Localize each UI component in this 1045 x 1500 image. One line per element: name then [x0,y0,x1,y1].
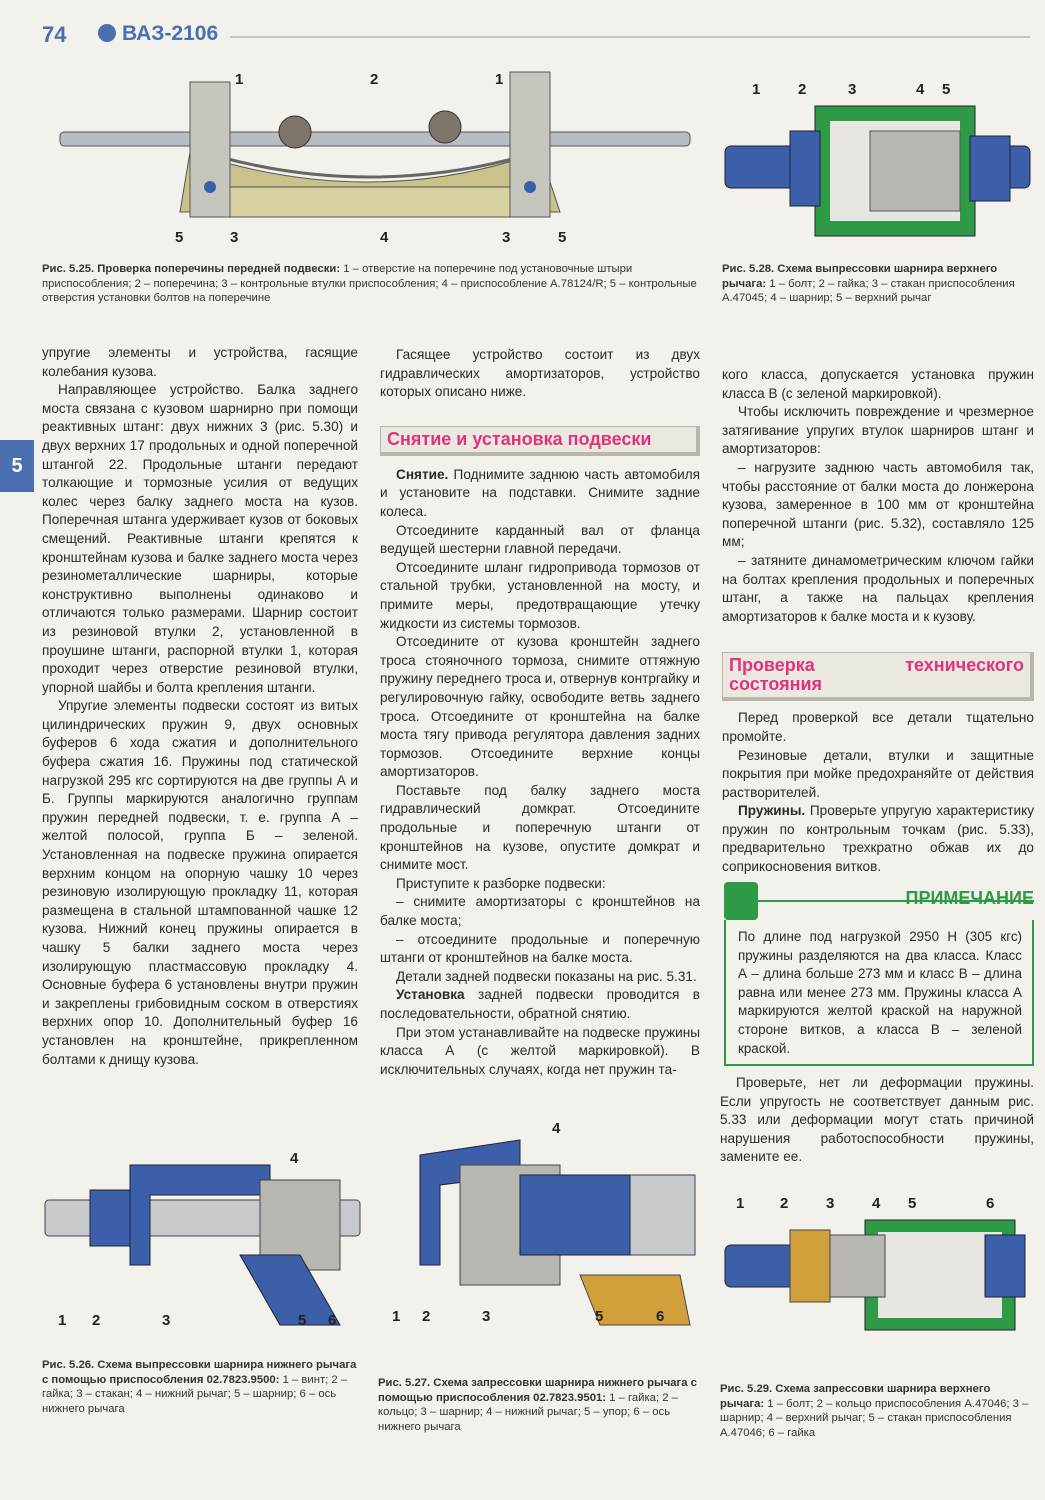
text-column-2 [380,346,700,1079]
note-block [720,882,1034,1066]
f525-label: 2 [370,71,379,88]
f525-label: 5 [558,229,567,246]
f527-label: 2 [422,1308,431,1325]
f526-label: 4 [290,1150,299,1167]
caption-text: 1 – болт; 2 – кольцо приспособления А.47046; 3 – шарнир; 4 – верхний рычаг; 5 – стакан приспособления А.47046; 6 – гайка [720,1397,1029,1439]
f529-label: 4 [872,1195,881,1212]
bullet-icon [98,24,116,42]
caption-5-28 [722,262,1034,306]
section-heading: Снятие и установка подвески [380,426,700,456]
paragraph: – отсоедините продольные и поперечную штанги от кронштейнов на балке моста. [380,931,700,966]
header-rule [230,36,1030,38]
f528-label: 5 [942,81,951,98]
text-column-1 [42,344,358,1069]
f526-label: 6 [328,1312,337,1329]
caption-text: 1 – болт; 2 – гайка; 3 – стакан приспособления А.47045; 4 – шарнир; 5 – верхний рычаг [722,277,1015,304]
note-header [720,882,1034,920]
paragraph: – затяните динамометрическим ключом гайки на болтах крепления продольных и поперечных штанг, а также на пальцах крепления амортизаторов к балке моста и к кузову. [722,552,1034,624]
figure-5-26 [40,1145,365,1335]
caption-5-27 [378,1376,700,1434]
caption-text: 1 – отверстие на поперечине под установочные штыри приспособления; 2 – поперечина; 3 – контрольные втулки приспособления; 4 – приспособление А.78124/R; 5 – контрольные отверстия установки болтов на поперечине [42,263,697,304]
text-column-3-bottom [720,1074,1034,1167]
caption-title: Рис. 5.29. Схема запрессовки шарнира верхнего рычага: [720,1383,991,1410]
f526-label: 1 [58,1312,67,1329]
paragraph: Поднимите заднюю часть автомобиля и установите на подставки. Снимите задние колеса. [380,466,700,519]
f526-label: 5 [298,1312,307,1329]
f529-label: 3 [826,1195,835,1212]
caption-title: Рис. 5.25. Проверка поперечины передней подвески: [42,263,341,275]
caption-5-26 [42,1358,360,1416]
note-title: ПРИМЕЧАНИЕ [905,888,1034,908]
paragraph: Поставьте под балку заднего моста гидравлический домкрат. Отсоедините продольные и поперечную штанги от кронштейнов на кузове, опустите домкрат и снимите мост. [380,782,700,873]
caption-5-25 [42,262,702,306]
paragraph: Приступите к разборке подвески: [396,875,606,891]
paragraph-lead: Снятие. [396,466,449,482]
paragraph: – нагрузите заднюю часть автомобиля так, чтобы расстояние от балки моста до лонжерона кузова, замеренное в 100 мм от кронштейна поперечной штанги (рис. 5.32), составляло 125 мм; [722,459,1034,550]
book-title [98,22,218,46]
paragraph: задней подвески проводится в последовательности, обратной снятию. [380,987,700,1021]
paragraph: При этом устанавливайте на подвеске пружины класса А (с желтой маркировкой). В исключительных случаях, когда нет пружин та- [380,1024,700,1077]
figure-5-29 [720,1190,1038,1370]
figure-5-27 [380,1115,700,1330]
section-heading: Проверка технического состояния [722,652,1034,701]
f526-label: 2 [92,1312,101,1329]
f525-label: 5 [175,229,184,246]
chapter-tab: 5 [0,440,34,492]
paragraph-lead: Установка [396,987,465,1003]
f527-label: 6 [656,1308,665,1325]
f527-label: 5 [595,1308,604,1325]
f528-label: 3 [848,81,857,98]
text-column-3 [722,366,1034,877]
f529-label: 2 [780,1195,789,1212]
f528-label: 2 [798,81,807,98]
f529-label: 1 [736,1195,745,1212]
caption-text: 1 – гайка; 2 – кольцо; 3 – шарнир; 4 – нижний рычаг; 5 – упор; 6 – ось нижнего рычага [378,1391,678,1433]
note-text: По длине под нагрузкой 2950 Н (305 кгс) пружины разделяются на два класса. Класс А – длина больше 273 мм и класс В – длина равна или менее 273 мм. Пружины класса А маркируются желтой краской на наружной стороне витков, а класса В – зеленой краской. [724,920,1034,1066]
caption-text: 1 – винт; 2 – гайка; 3 – стакан; 4 – нижний рычаг; 5 – шарнир; 6 – ось нижнего рычага [42,1373,348,1415]
f525-label: 4 [380,229,389,246]
f525-label: 3 [502,229,511,246]
paragraph: Отсоедините от кузова кронштейн заднего троса стояночного тормоза, снимите оттяжную пружину переднего троса и, отвернув контргайку и регулировочную гайку, освободите ветвь заднего троса. Отсоедините от кронштейна на балке моста тягу привода регулятора давления задних тормозов. Отсоедините верхние концы амортизаторов. [380,634,700,780]
paragraph: Отсоедините карданный вал от фланца ведущей шестерни главной передачи. [380,522,700,557]
paragraph: Упругие элементы подвески состоят из витых цилиндрических пружин 9, двух основных буферов 6 хода сжатия и дополнительного буфера сжатия 16. Пружины под статической нагрузкой 295 кгс сортируются на две группы А и Б. Группы маркируются аналогично группам пружин передней подвески, т. е. группа А – желтой полосой, группа Б – зеленой. Установленная на подвеске пружина опирается верхним концом на опорную чашку 10 через резиновую изолирующую прокладку 11, которая размещена в стальной штампованной чашке 12 кузова. Нижний конец пружины опирается в чашку 5 балки заднего моста через изолирующую пластмассовую прокладку 4. Основные буфера 6 установлены внутри пружин и закреплены грибовидным соском в отверстиях верхних опор 10. Дополнительный буфер 16 установлен на кронштейне, прикрепленном болтами к днищу кузова. [42,698,358,1067]
paragraph: Перед проверкой все детали тщательно промойте. [722,710,1034,744]
f527-label: 1 [392,1308,401,1325]
f528-label: 1 [752,81,761,98]
f529-label: 5 [908,1195,917,1212]
f525-label: 1 [235,71,244,88]
figure-5-25 [40,62,700,252]
paragraph: Направляющее устройство. Балка заднего моста связана с кузовом шарнирно при помощи реактивных штанг: двух нижних 3 (рис. 5.30) и двух верхних 17 продольных и одной поперечной штангой 22. Продольные штанги передают толкающие и тормозные усилия от ведущих колес через балку заднего моста на кузов. Поперечная штанга удерживает кузов от боковых смещений. Реактивные штанги крепятся к кронштейнам кузова и балке заднего моста через резинометаллические шарниры, которые конструктивно выполнены одинаково и отличаются только размерами. Шарнир состоит из резиновой втулки 2, установленной в проушине штанги, распорной втулки 1, которая проходит через отверстие резиновой втулки, упорной шайбы и болта крепления штанги. [42,382,358,695]
paragraph: Резиновые детали, втулки и защитные покрытия при мойке предохраняйте от действия растворителей. [722,747,1034,800]
f527-label: 3 [482,1308,491,1325]
paragraph: Проверьте упругую характеристику пружин по контрольным точкам (рис. 5.33), предварительно трехкратно обжав их до соприкосновения витков. [722,803,1034,875]
book-title-text: ВАЗ-2106 [122,22,219,45]
paragraph: – снимите амортизаторы с кронштейнов на балке моста; [380,894,700,929]
f525-label: 3 [230,229,239,246]
f526-label: 3 [162,1312,171,1329]
figure-5-28 [720,76,1040,251]
caption-5-29 [720,1382,1032,1440]
paragraph: Проверьте, нет ли деформации пружины. Если упругость не соответствует данным рис. 5.33 или деформации могут стать причиной нарушения работоспособности пружины, замените ее. [720,1075,1034,1165]
paragraph: упругие элементы и устройства, гасящие колебания кузова. [42,345,358,379]
caption-title: Рис. 5.26. Схема выпрессовки шарнира нижнего рычага с помощью приспособления 02.7823.9500: [42,1359,357,1386]
note-icon [724,882,758,920]
paragraph: Чтобы исключить повреждение и чрезмерное затягивание упругих втулок шарниров штанг и амортизаторов: [722,404,1034,457]
caption-title: Рис. 5.27. Схема запрессовки шарнира нижнего рычага с помощью приспособления 02.7823.9501: [378,1377,697,1404]
paragraph: кого класса, допускается установка пружин класса В (с зеленой маркировкой). [722,367,1034,401]
paragraph: Отсоедините шланг гидропривода тормозов от стальной трубки, установленной на мосту, и примите меры, предотвращающие утечку жидкости из системы тормозов. [380,559,700,631]
caption-title: Рис. 5.28. Схема выпрессовки шарнира верхнего рычага: [722,263,998,290]
f525-label: 1 [495,71,504,88]
paragraph: Гасящее устройство состоит из двух гидравлических амортизаторов, устройство которых описано ниже. [380,347,700,400]
f529-label: 6 [986,1195,995,1212]
f528-label: 4 [916,81,925,98]
paragraph: Детали задней подвески показаны на рис. 5.31. [396,968,697,984]
page-number: 74 [42,22,67,47]
f527-label: 4 [552,1120,561,1137]
paragraph-lead: Пружины. [738,803,806,819]
